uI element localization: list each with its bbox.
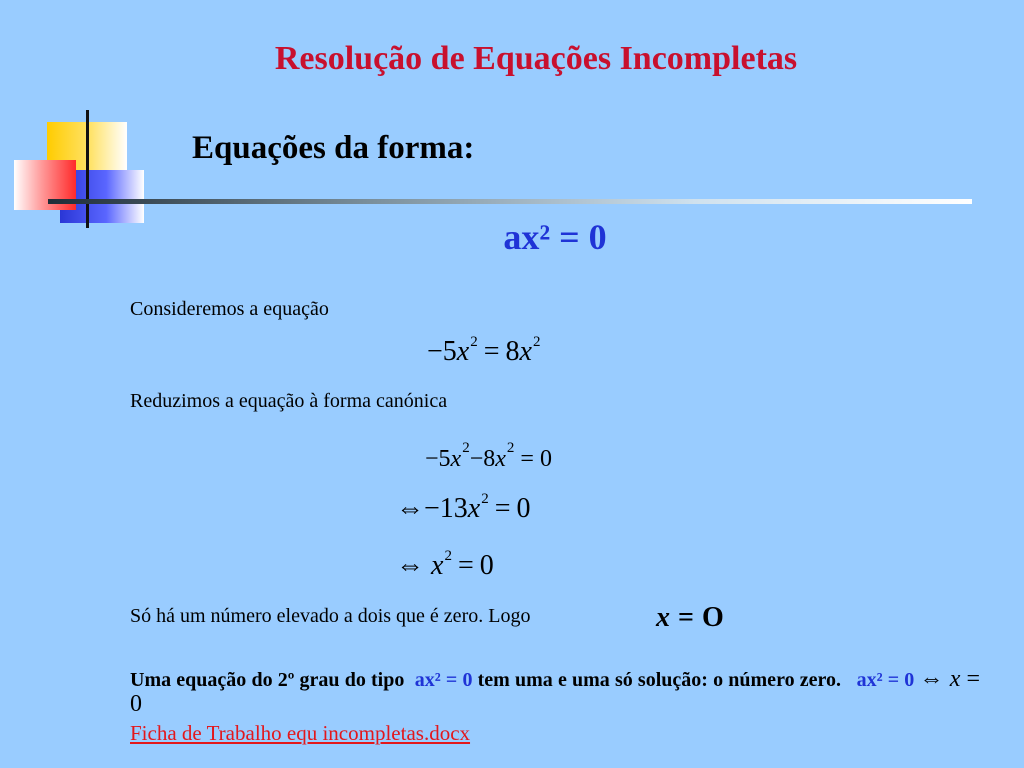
- summary-formula: ax² = 0: [414, 669, 473, 691]
- eq3-equivalence-symbol: ⇔: [396, 493, 424, 524]
- main-formula: ax² = 0: [503, 217, 607, 257]
- eq3-coefficient: −13: [424, 493, 468, 524]
- eq1-rhs-coefficient: 8: [505, 336, 520, 367]
- eq1-lhs-coefficient: −5: [427, 336, 457, 367]
- eq3-equals: =: [494, 493, 511, 524]
- slide-title: Resolução de Equações Incompletas: [274, 40, 798, 77]
- eq2-rhs: 0: [539, 446, 552, 472]
- summary-text-part1: Uma equação do 2º grau do tipo: [130, 669, 405, 691]
- solution-formula: [656, 602, 724, 634]
- summary-variable: x: [949, 666, 961, 692]
- slide-subtitle: Equações da forma:: [192, 130, 475, 166]
- eq1-lhs-variable: x: [456, 336, 470, 367]
- summary-value: 0: [130, 691, 142, 717]
- decorative-vertical-line: [86, 110, 89, 228]
- title-divider-line: [48, 199, 972, 204]
- eq4-rhs: 0: [479, 550, 494, 581]
- eq1-rhs-variable: x: [519, 336, 532, 367]
- eq1-lhs-exponent: 2: [470, 334, 478, 350]
- equation-canonical: [425, 440, 552, 473]
- solution-value: O: [701, 602, 724, 633]
- summary-equals: =: [966, 666, 981, 692]
- eq2-second-coefficient: −8: [469, 446, 496, 472]
- summary-paragraph: [130, 667, 980, 717]
- text-consider-equation: Consideremos a equação: [130, 298, 329, 320]
- summary-iff-symbol: ⇔: [919, 666, 944, 692]
- eq2-first-coefficient: −5: [425, 446, 451, 472]
- summary-text-part2: tem uma e uma só solução: o número zero.: [477, 669, 842, 691]
- equation-step-simplified: [396, 491, 531, 525]
- eq1-rhs-exponent: 2: [532, 334, 541, 350]
- equation-original: [427, 334, 540, 368]
- eq3-variable: x: [467, 493, 481, 524]
- eq2-equals: =: [520, 446, 534, 472]
- eq3-exponent: 2: [481, 491, 489, 507]
- eq3-rhs: 0: [516, 493, 531, 524]
- eq2-second-exponent: 2: [506, 440, 515, 456]
- worksheet-link[interactable]: Ficha de Trabalho equ incompletas.docx: [130, 721, 471, 745]
- eq2-second-variable: x: [495, 446, 506, 472]
- eq4-equals: =: [457, 550, 474, 581]
- eq4-variable: x: [431, 550, 444, 581]
- text-reduce-canonical: Reduzimos a equação à forma canónica: [130, 390, 448, 412]
- eq1-equals: =: [483, 336, 500, 367]
- eq4-equivalence-symbol: ⇔: [396, 550, 424, 581]
- eq4-exponent: 2: [444, 548, 452, 564]
- eq2-first-exponent: 2: [462, 440, 470, 456]
- solution-variable: x: [656, 602, 670, 633]
- equation-step-final: [396, 548, 494, 582]
- eq2-first-variable: x: [450, 446, 462, 472]
- solution-equals: =: [678, 602, 694, 633]
- summary-formula-repeat: ax² = 0: [856, 669, 915, 691]
- text-conclusion: Só há um número elevado a dois que é zero. Logo: [130, 605, 531, 627]
